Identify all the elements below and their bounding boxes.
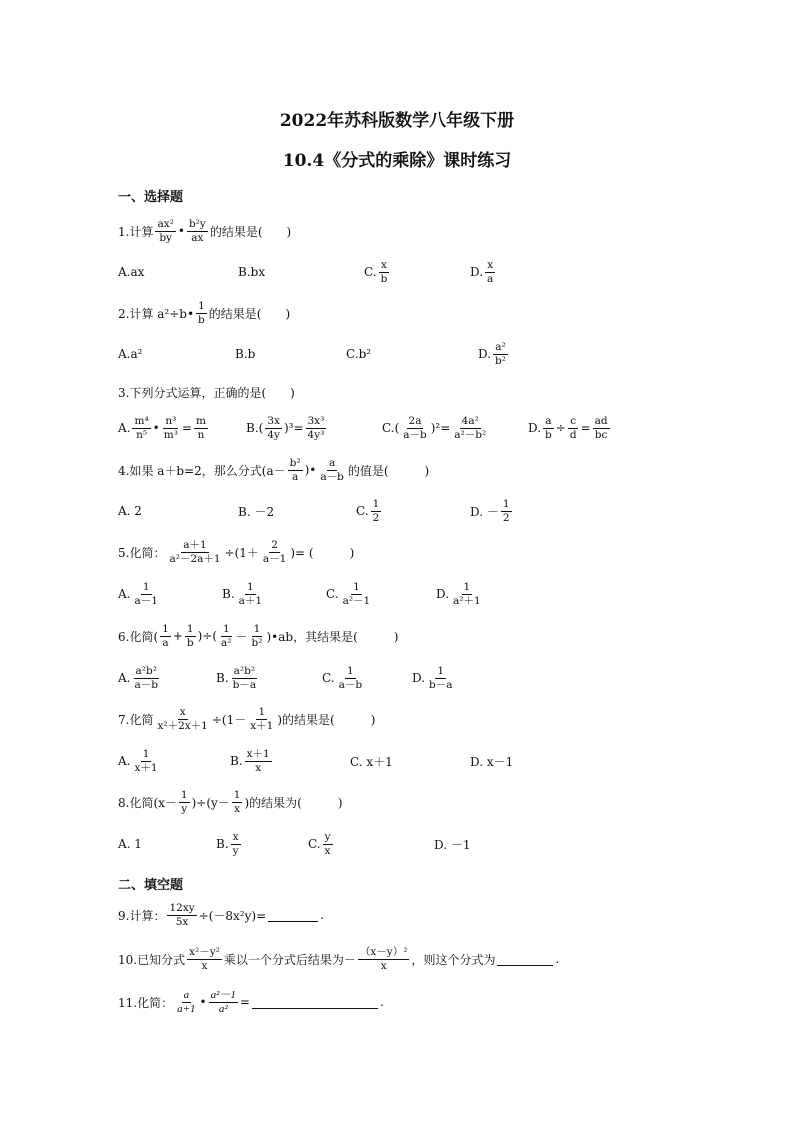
q6-c-numerator: 1 <box>346 664 354 677</box>
q2-option-a: A.a² <box>118 347 143 361</box>
q11-equals: = <box>239 995 250 1009</box>
q5-option-b <box>222 572 266 616</box>
q1-option-d <box>470 250 497 294</box>
q5-d-fraction <box>451 581 483 608</box>
q6-c-denominator: a－b <box>338 678 363 691</box>
q6-f2-numerator: 1 <box>186 622 194 635</box>
q11-dot: • <box>199 995 207 1009</box>
q5-c-denominator: a²－1 <box>342 594 371 607</box>
question-11-label: 11.化简： <box>118 995 174 1010</box>
q5-f1-numerator: a＋1 <box>183 538 207 551</box>
question-8-label: 8.化简(x－ <box>118 795 177 810</box>
document-title: 2022年苏科版数学八年级下册 <box>279 111 515 131</box>
q6-f3-numerator: 1 <box>222 622 230 635</box>
q6-a-fraction <box>132 665 159 692</box>
q3-d-divide: ÷ <box>555 421 566 435</box>
q6-d-denominator: b－a <box>429 678 453 691</box>
q1-d-fraction <box>485 259 495 286</box>
q3-d3-numerator: ad <box>594 414 608 427</box>
q10-f2-denominator: x <box>380 959 387 972</box>
q3-c-fraction-1 <box>401 415 428 442</box>
q2-fraction <box>196 300 207 327</box>
q5-c-fraction <box>341 581 373 608</box>
q5-b-numerator: 1 <box>247 580 254 593</box>
q4-c-numerator: 1 <box>372 497 380 510</box>
q8-f2-denominator: x <box>234 802 241 815</box>
q7-option-d: D. x－1 <box>470 754 514 769</box>
q3-a2-numerator: n³ <box>165 414 177 427</box>
q7-a-label: A. <box>118 754 131 768</box>
question-5-label: 5.化简： <box>118 545 166 560</box>
q3-b-label: B.( <box>246 421 264 435</box>
q5-option-a <box>118 572 162 616</box>
q3-option-a <box>118 406 210 450</box>
q6-fraction-1 <box>160 623 171 650</box>
q2-d-numerator: a² <box>495 340 506 353</box>
q3-c2-denominator: a²－b² <box>454 428 487 441</box>
q6-a-label: A. <box>118 671 131 685</box>
q6-c-label: C. <box>322 671 335 685</box>
q7-option-a <box>118 739 162 783</box>
q1-d-label: D. <box>470 265 484 279</box>
q4-c-fraction <box>371 498 382 525</box>
q3-a3-denominator: n <box>197 428 205 441</box>
q8-option-b <box>216 822 243 866</box>
q3-b-fraction-1 <box>265 415 282 442</box>
q1-dot: • <box>177 224 185 238</box>
q8-option-d: D. －1 <box>434 837 471 852</box>
q9-fraction <box>167 902 196 929</box>
q6-a-numerator: a²b² <box>135 664 157 677</box>
q4-d-fraction <box>501 498 512 525</box>
q5-a-fraction <box>132 581 159 608</box>
q9-mid: ÷(－8x²y)= <box>198 908 267 923</box>
section-choice-heading: 一、选择题 <box>118 190 184 205</box>
q6-d-fraction <box>427 665 454 692</box>
question-10-label: 10.已知分式 <box>118 952 186 967</box>
q10-tail: ，则这个分式为 <box>411 952 496 967</box>
q1-fraction-1 <box>155 218 175 245</box>
q8-option-c <box>308 822 335 866</box>
question-2-label: 2.计算 a²÷b• <box>118 306 195 321</box>
q4-option-b: B. －2 <box>238 504 275 519</box>
question-9 <box>118 893 324 937</box>
q3-a-fraction-1 <box>132 415 150 442</box>
q3-option-c <box>382 406 490 450</box>
q6-b-denominator: b－a <box>232 678 257 691</box>
q5-d-denominator: a²＋1 <box>453 594 481 607</box>
q3-b1-denominator: 4y <box>267 428 280 441</box>
q4-c-label: C. <box>356 504 369 518</box>
q10-mid: 乘以一个分式后结果为－ <box>223 952 356 967</box>
q5-b-fraction <box>237 581 264 608</box>
question-6-tail: )•ab，其结果是( ) <box>266 629 399 644</box>
question-6 <box>118 614 398 658</box>
q6-b-label: B. <box>216 671 229 685</box>
q3-a1-numerator: m⁴ <box>134 414 149 427</box>
q6-f1-numerator: 1 <box>162 622 169 635</box>
q8-b-label: B. <box>216 837 229 851</box>
q7-mid: ÷(1－ <box>211 712 247 727</box>
question-1-label: 1.计算 <box>118 224 154 239</box>
q10-f1-numerator: x²－y² <box>189 945 220 958</box>
q7-b-fraction <box>245 748 272 775</box>
q5-a-numerator: 1 <box>142 580 150 593</box>
q7-f1-numerator: x <box>179 705 186 718</box>
q7-a-numerator: 1 <box>142 747 150 760</box>
q3-d1-denominator: b <box>545 428 552 441</box>
q8-mid: )÷(y－ <box>191 795 230 810</box>
q8-b-fraction <box>231 831 241 858</box>
q7-b-denominator: x <box>255 761 262 774</box>
q11-fraction-2 <box>209 989 238 1016</box>
q3-a1-denominator: n⁵ <box>136 428 148 441</box>
q6-f4-numerator: 1 <box>253 622 261 635</box>
q11-f2-denominator: a² <box>218 1002 228 1015</box>
q1-c-fraction <box>379 259 390 286</box>
q6-c-fraction <box>337 665 364 692</box>
q3-b-mid: )³= <box>283 421 304 435</box>
q5-d-label: D. <box>436 587 450 601</box>
q1-option-a: A.ax <box>118 265 145 279</box>
q11-fraction-1 <box>175 989 197 1016</box>
q7-fraction-2 <box>248 706 275 733</box>
q8-c-label: C. <box>308 837 321 851</box>
q4-option-a: A. 2 <box>118 504 142 518</box>
q1-f1-numerator: ax² <box>157 217 174 230</box>
q3-b1-numerator: 3x <box>267 414 280 427</box>
q7-f2-numerator: 1 <box>258 705 266 718</box>
q1-c-numerator: x <box>380 258 387 271</box>
q5-option-d <box>436 572 485 616</box>
q10-f2-numerator: （x－y）² <box>359 945 408 958</box>
q1-fraction-2 <box>187 218 208 245</box>
question-9-label: 9.计算： <box>118 908 166 923</box>
q5-c-label: C. <box>326 587 339 601</box>
q3-d2-numerator: c <box>570 414 577 427</box>
q3-d-fraction-2 <box>568 415 579 442</box>
q8-f1-denominator: y <box>181 802 188 815</box>
question-4-label: 4.如果 a＋b=2，那么分式(a－ <box>118 463 286 478</box>
question-7 <box>118 697 375 741</box>
q3-d-fraction-1 <box>543 415 554 442</box>
q10-fraction-2 <box>358 946 410 973</box>
q6-fraction-4 <box>250 623 265 650</box>
q8-c-fraction <box>323 831 333 858</box>
q8-f2-numerator: 1 <box>233 788 241 801</box>
q6-b-fraction <box>231 665 258 692</box>
q9-tail: . <box>320 908 324 922</box>
question-5 <box>118 530 354 574</box>
q11-f1-denominator: a+1 <box>177 1002 196 1015</box>
q5-c-numerator: 1 <box>353 580 360 593</box>
q6-option-c <box>322 656 366 700</box>
section-fill-heading: 二、填空题 <box>118 878 184 893</box>
q2-option-b: B.b <box>235 347 256 361</box>
q6-fraction-2 <box>185 623 196 650</box>
q3-b-fraction-2 <box>306 415 327 442</box>
q5-mid: ÷(1＋ <box>224 545 259 560</box>
question-10 <box>118 937 559 981</box>
question-8-tail: )的结果为( ) <box>244 795 343 810</box>
q4-c-denominator: 2 <box>372 511 380 524</box>
q1-f1-denominator: by <box>159 231 172 244</box>
question-2-tail: 的结果是( ) <box>208 306 291 321</box>
q11-f2-numerator: a²－1 <box>210 988 236 1001</box>
q3-c2-numerator: 4a² <box>461 414 479 427</box>
q3-c-mid: )²= <box>430 421 451 435</box>
q3-a-equals: = <box>181 421 192 435</box>
q7-b-label: B. <box>230 754 243 768</box>
q8-f1-numerator: 1 <box>180 788 188 801</box>
question-5-tail: )= ( ) <box>290 545 355 560</box>
q1-option-c <box>364 250 391 294</box>
q3-a-dot: • <box>152 421 160 435</box>
q6-mid: )÷( <box>197 629 218 643</box>
question-7-tail: )的结果是( ) <box>277 712 376 727</box>
q5-f1-denominator: a²－2a＋1 <box>169 552 221 565</box>
q5-fraction-1 <box>167 539 222 566</box>
q5-fraction-2 <box>261 539 288 566</box>
q5-a-label: A. <box>118 587 131 601</box>
q5-option-c <box>326 572 374 616</box>
q9-numerator: 12xy <box>169 901 195 914</box>
q3-a-fraction-3 <box>194 415 208 442</box>
q9-answer-blank[interactable] <box>268 909 318 922</box>
q6-f2-denominator: b <box>186 636 194 649</box>
q7-b-numerator: x＋1 <box>246 747 270 760</box>
q7-option-c: C. x＋1 <box>350 754 393 769</box>
q8-c-numerator: y <box>324 830 331 843</box>
question-4 <box>118 448 429 492</box>
q4-d-label: D. － <box>470 504 499 519</box>
q3-d1-numerator: a <box>545 414 552 427</box>
q5-f2-numerator: 2 <box>271 538 278 551</box>
q3-a3-numerator: m <box>195 414 206 427</box>
q11-tail: . <box>379 995 384 1009</box>
q1-c-denominator: b <box>380 272 388 285</box>
q6-f4-denominator: b² <box>251 636 263 649</box>
q7-option-b <box>230 739 274 783</box>
q5-b-denominator: a＋1 <box>238 594 263 607</box>
q10-fraction-1 <box>187 946 222 973</box>
q8-c-denominator: x <box>324 844 331 857</box>
q9-denominator: 5x <box>175 915 189 928</box>
q1-d-denominator: a <box>487 272 494 285</box>
q1-f2-denominator: ax <box>191 231 204 244</box>
q3-d2-denominator: d <box>569 428 577 441</box>
q1-option-b: B.bx <box>238 265 266 279</box>
q2-option-c: C.b² <box>346 347 372 361</box>
q4-mid: )• <box>304 463 317 477</box>
q5-b-label: B. <box>222 587 235 601</box>
q3-d-fraction-3 <box>593 415 610 442</box>
q10-answer-blank[interactable] <box>497 953 553 966</box>
q8-b-denominator: y <box>232 844 239 857</box>
q4-fraction-2 <box>318 457 345 484</box>
q6-d-label: D. <box>412 671 426 685</box>
question-6-label: 6.化简( <box>118 629 159 644</box>
q4-f2-numerator: a <box>328 456 336 469</box>
q2-d-denominator: b² <box>495 354 506 367</box>
q10-end: . <box>555 952 560 966</box>
question-8 <box>118 780 343 824</box>
q3-a-label: A. <box>118 421 131 435</box>
q7-a-fraction <box>132 748 159 775</box>
q4-option-c <box>356 489 383 533</box>
q4-option-d <box>470 489 514 533</box>
q6-fraction-3 <box>219 623 233 650</box>
document-subtitle: 10.4《分式的乘除》课时练习 <box>282 151 512 171</box>
q2-d-fraction <box>493 341 508 368</box>
q3-c-fraction-2 <box>452 415 488 442</box>
q2-numerator: 1 <box>198 299 205 312</box>
q3-option-d <box>528 406 612 450</box>
q6-a-denominator: a－b <box>134 678 158 691</box>
q8-b-numerator: x <box>232 830 239 843</box>
q7-fraction-1 <box>155 706 209 733</box>
q2-denominator: b <box>198 313 205 326</box>
q6-f1-denominator: a <box>162 636 169 649</box>
q8-fraction-1 <box>179 789 190 816</box>
q3-a2-denominator: m³ <box>163 428 178 441</box>
q3-c1-denominator: a－b <box>403 428 427 441</box>
q1-f2-numerator: b²y <box>188 217 206 230</box>
q3-b2-numerator: 3x³ <box>307 414 325 427</box>
q6-b-numerator: a²b² <box>233 664 256 677</box>
q3-d3-denominator: bc <box>594 428 608 441</box>
q3-option-b <box>246 406 328 450</box>
q1-d-numerator: x <box>487 258 494 271</box>
question-4-tail: 的值是( ) <box>347 463 430 478</box>
q4-fraction-1 <box>288 457 303 484</box>
q3-a-fraction-2 <box>162 415 180 442</box>
q7-f1-denominator: x²＋2x＋1 <box>157 719 208 732</box>
q1-c-label: C. <box>364 265 377 279</box>
q3-d-label: D. <box>528 421 542 435</box>
q10-f1-denominator: x <box>201 959 208 972</box>
q6-f3-denominator: a² <box>221 636 232 649</box>
q5-a-denominator: a－1 <box>134 594 158 607</box>
q8-fraction-2 <box>232 789 243 816</box>
q6-option-a <box>118 656 162 700</box>
q7-f2-denominator: x＋1 <box>250 719 274 732</box>
question-1 <box>118 209 291 253</box>
q6-plus: + <box>172 629 183 643</box>
q6-option-d <box>412 656 457 700</box>
q6-d-numerator: 1 <box>437 664 445 677</box>
q5-f2-denominator: a－1 <box>262 552 287 565</box>
q3-d-equals: = <box>580 421 591 435</box>
q3-c1-numerator: 2a <box>408 414 422 427</box>
q6-option-b <box>216 656 260 700</box>
q4-f1-numerator: b² <box>289 456 301 469</box>
q8-option-a: A. 1 <box>118 837 142 851</box>
question-1-tail: 的结果是( ) <box>209 224 292 239</box>
question-2 <box>118 291 290 335</box>
q4-d-numerator: 1 <box>502 497 510 510</box>
q2-d-label: D. <box>478 347 492 361</box>
q3-c-label: C.( <box>382 421 400 435</box>
q7-a-denominator: x＋1 <box>134 761 158 774</box>
q3-b2-denominator: 4y³ <box>307 428 325 441</box>
q4-f2-denominator: a－b <box>320 470 344 483</box>
question-11 <box>118 980 384 1024</box>
q6-minus: － <box>235 629 248 644</box>
q2-option-d <box>478 332 510 376</box>
q5-d-numerator: 1 <box>463 580 471 593</box>
q4-f1-denominator: a <box>291 470 299 483</box>
q11-answer-blank[interactable] <box>252 996 378 1009</box>
question-7-label: 7.化简 <box>118 712 154 727</box>
q4-d-denominator: 2 <box>502 511 510 524</box>
q11-f1-numerator: a <box>183 988 190 1001</box>
question-3: 3.下列分式运算，正确的是( ) <box>118 385 295 400</box>
